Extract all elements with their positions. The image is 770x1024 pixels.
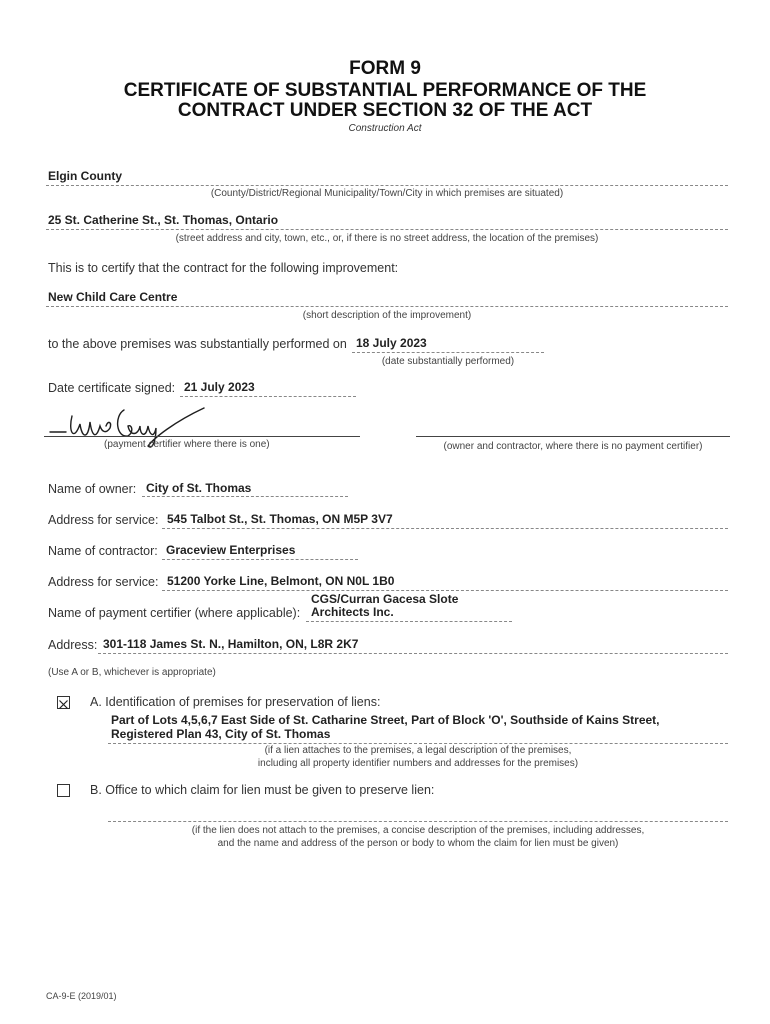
- option-b-caption-line1: (if the lien does not attach to the premises, a concise description of the premises, including addresses,: [191, 825, 645, 836]
- signed-line: [180, 396, 356, 397]
- county-caption: (County/District/Regional Municipality/Town/City in which premises are situated): [210, 188, 564, 199]
- performed-line: [352, 352, 544, 353]
- street-value: 25 St. Catherine St., St. Thomas, Ontario: [48, 213, 279, 227]
- contractor-line: [162, 559, 358, 560]
- payment-certifier-caption: (payment certifier where there is one): [104, 439, 270, 450]
- improvement-caption: (short description of the improvement): [302, 310, 472, 321]
- use-note: (Use A or B, whichever is appropriate): [48, 667, 216, 678]
- owner-address-value: 545 Talbot St., St. Thomas, ON M5P 3V7: [167, 512, 393, 526]
- form-code: CA-9-E (2019/01): [46, 991, 117, 1001]
- form-number: FORM 9: [349, 58, 421, 79]
- signed-label: Date certificate signed:: [48, 381, 176, 395]
- certifier-address-label: Address:: [48, 638, 98, 652]
- owner-value: City of St. Thomas: [146, 481, 252, 495]
- contractor-value: Graceview Enterprises: [166, 543, 296, 557]
- option-a-label: A. Identification of premises for preservation of liens:: [90, 695, 381, 709]
- option-a-value-line1: Part of Lots 4,5,6,7 East Side of St. Catharine Street, Part of Block 'O', Southside of Kains Street,: [111, 713, 660, 727]
- certifier-address-value: 301-118 James St. N., Hamilton, ON, L8R 2K7: [103, 637, 359, 651]
- certifier-value-line1: CGS/Curran Gacesa Slote: [311, 592, 459, 606]
- option-b-line: [108, 821, 728, 822]
- option-b-label: B. Office to which claim for lien must be given to preserve lien:: [90, 783, 435, 797]
- option-a-checkbox[interactable]: [57, 696, 70, 709]
- option-b-caption-line2: and the name and address of the person or body to whom the claim for lien must be given): [217, 838, 619, 849]
- performed-label: to the above premises was substantially performed on: [48, 337, 347, 351]
- act-name: Construction Act: [348, 123, 422, 134]
- certifier-label: Name of payment certifier (where applicable):: [48, 606, 301, 620]
- checkmark-x-icon: [58, 699, 69, 710]
- owner-address-line: [162, 528, 728, 529]
- performed-caption: (date substantially performed): [381, 356, 515, 367]
- contractor-address-value: 51200 Yorke Line, Belmont, ON N0L 1B0: [167, 574, 395, 588]
- certify-text: This is to certify that the contract for the following improvement:: [48, 261, 399, 275]
- improvement-value: New Child Care Centre: [48, 290, 178, 304]
- performed-date: 18 July 2023: [356, 336, 427, 350]
- payment-certifier-signature-line: [44, 436, 360, 437]
- county-line: [46, 185, 728, 186]
- county-value: Elgin County: [48, 169, 122, 183]
- certifier-line: [306, 621, 512, 622]
- owner-address-label: Address for service:: [48, 513, 159, 527]
- owner-label: Name of owner:: [48, 482, 137, 496]
- option-a-line: [108, 743, 728, 744]
- contractor-address-label: Address for service:: [48, 575, 159, 589]
- signed-date: 21 July 2023: [184, 380, 255, 394]
- option-a-value-line2: Registered Plan 43, City of St. Thomas: [111, 727, 331, 741]
- owner-contractor-caption: (owner and contractor, where there is no payment certifier): [443, 441, 703, 452]
- contractor-label: Name of contractor:: [48, 544, 158, 558]
- certifier-address-line: [98, 653, 728, 654]
- owner-contractor-signature-line: [416, 436, 730, 437]
- option-a-caption-line1: (if a lien attaches to the premises, a legal description of the premises,: [264, 745, 572, 756]
- improvement-line: [46, 306, 728, 307]
- street-caption: (street address and city, town, etc., or, if there is no street address, the location of the premises): [175, 233, 599, 244]
- certifier-value-line2: Architects Inc.: [311, 605, 394, 619]
- form-title-line2: CONTRACT UNDER SECTION 32 OF THE ACT: [177, 100, 593, 121]
- street-line: [46, 229, 728, 230]
- contractor-address-line: [162, 590, 728, 591]
- option-b-checkbox[interactable]: [57, 784, 70, 797]
- form-title-line1: CERTIFICATE OF SUBSTANTIAL PERFORMANCE OF THE: [123, 80, 647, 101]
- option-a-caption-line2: including all property identifier numbers and addresses for the premises): [257, 758, 579, 769]
- owner-line: [142, 496, 348, 497]
